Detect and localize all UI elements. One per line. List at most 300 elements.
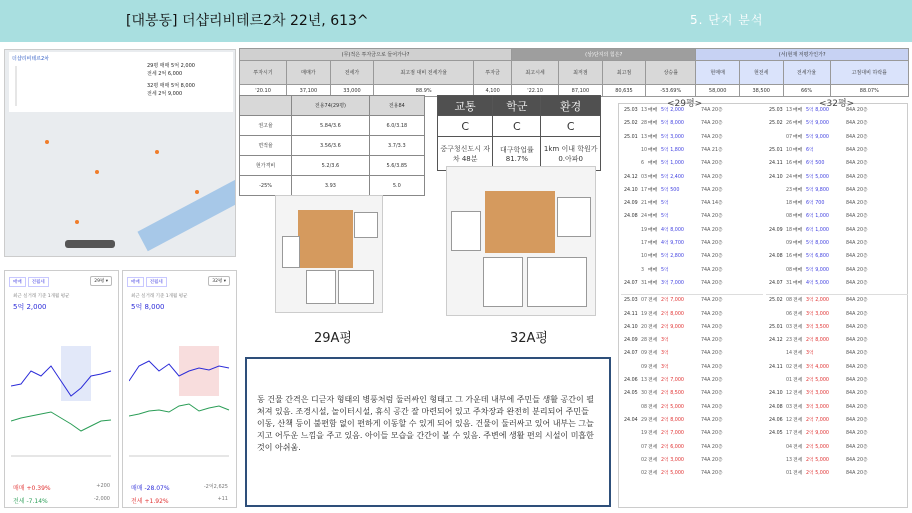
transaction-cell: 2억 5,000 bbox=[806, 471, 829, 477]
transaction-cell: 3억 bbox=[661, 364, 669, 370]
column-header: 전세가 bbox=[330, 61, 374, 85]
page-title: [대봉동] 더샵리비테르2차 22년, 613^ bbox=[126, 13, 369, 29]
transaction-row bbox=[766, 186, 908, 197]
transaction-cell: 74A 20층 bbox=[701, 174, 723, 180]
transaction-cell: 매매 bbox=[793, 108, 803, 113]
transaction-cell: 5억 9,000 bbox=[806, 134, 829, 140]
table-cell: 5.2/3.6 bbox=[292, 156, 369, 176]
transaction-cell: 전세 bbox=[793, 391, 803, 397]
transaction-cell: 02 bbox=[641, 471, 648, 477]
transaction-row bbox=[766, 416, 908, 427]
transaction-cell: 74A 20층 bbox=[701, 134, 723, 140]
transaction-cell: 19 bbox=[641, 227, 648, 233]
transaction-cell: 12 bbox=[786, 391, 793, 397]
transaction-row bbox=[621, 456, 763, 467]
transaction-cell: 02 bbox=[786, 364, 793, 370]
transaction-cell: 24.04 bbox=[624, 417, 638, 423]
transaction-cell: 3억 7,000 bbox=[661, 280, 684, 286]
transaction-cell: 09 bbox=[641, 364, 648, 370]
rent-change: 전세 +1.92% bbox=[131, 498, 169, 505]
transaction-cell: 84A 20층 bbox=[846, 351, 868, 357]
transaction-cell: 09 bbox=[786, 241, 793, 246]
rent-change: 전세 -7.14% bbox=[13, 498, 48, 505]
column-header: 현매매 bbox=[696, 61, 740, 85]
transaction-cell: 08 bbox=[786, 214, 793, 220]
transaction-cell: 전세 bbox=[648, 351, 658, 357]
grade-value: C bbox=[541, 116, 601, 137]
map-marker[interactable] bbox=[195, 190, 199, 194]
transaction-cell: 6억 bbox=[806, 147, 814, 153]
transaction-cell: 매매 bbox=[793, 241, 803, 246]
grade-value: C bbox=[493, 116, 541, 137]
transaction-cell: 03 bbox=[786, 404, 793, 410]
floor-room bbox=[451, 211, 481, 251]
transaction-cell: 18 bbox=[786, 201, 793, 207]
column-header: 고점대비 하락률 bbox=[830, 61, 908, 85]
table-cell: 3.7/3.3 bbox=[369, 136, 424, 156]
transaction-cell: 전세 bbox=[648, 391, 658, 397]
transaction-row bbox=[621, 199, 763, 210]
trade-change: 매매 -28.07% bbox=[131, 485, 170, 492]
transaction-cell: 84A 20층 bbox=[846, 324, 868, 330]
transaction-cell: 74A 14층 bbox=[701, 201, 723, 207]
chart-label: 최근 실거래 기준 1개월 평균 bbox=[131, 294, 188, 299]
transaction-cell: 84A 20층 bbox=[846, 108, 868, 113]
transaction-cell: 전세 bbox=[648, 364, 658, 370]
transaction-cell: 전세 bbox=[648, 404, 658, 410]
transaction-row bbox=[621, 106, 763, 117]
transaction-row bbox=[766, 133, 908, 144]
transaction-row bbox=[766, 349, 908, 360]
chart-label: 최근 실거래 기준 1개월 평균 bbox=[13, 294, 70, 299]
transaction-cell: 24.08 bbox=[769, 254, 783, 260]
transaction-cell: 전세 bbox=[648, 311, 658, 317]
transaction-cell: 5억 2,400 bbox=[661, 174, 684, 180]
transaction-cell: 08 bbox=[641, 404, 648, 410]
transaction-list bbox=[618, 99, 908, 508]
transaction-row bbox=[621, 279, 763, 290]
map-info-card bbox=[9, 52, 233, 112]
transaction-cell: 5억 bbox=[661, 201, 669, 207]
transaction-row bbox=[766, 173, 908, 184]
transaction-cell: 13 bbox=[641, 134, 648, 140]
transaction-cell: 74A 20층 bbox=[701, 391, 723, 397]
transaction-cell: 2억 6,000 bbox=[661, 444, 684, 450]
transaction-cell: 84A 20층 bbox=[846, 280, 868, 286]
transaction-cell: 3억 bbox=[806, 351, 814, 357]
transaction-cell: 07 bbox=[641, 444, 648, 450]
transaction-row bbox=[621, 403, 763, 414]
transaction-cell: 매매 bbox=[648, 241, 658, 246]
transaction-cell: 3억 3,000 bbox=[806, 404, 829, 410]
transaction-cell: 10 bbox=[786, 147, 793, 153]
grade-header: 교통 bbox=[438, 96, 493, 116]
tab-rent[interactable]: 전월세 bbox=[146, 277, 167, 287]
table-cell: 3.56/3.6 bbox=[292, 136, 369, 156]
transaction-cell: 6 bbox=[641, 161, 645, 167]
transaction-cell: 25.02 bbox=[769, 121, 783, 127]
transaction-cell: 전세 bbox=[648, 431, 658, 437]
map-marker[interactable] bbox=[95, 170, 99, 174]
transaction-cell: 5억 8,000 bbox=[661, 121, 684, 127]
floor-room bbox=[354, 212, 378, 238]
transaction-row bbox=[621, 389, 763, 400]
transaction-cell: 02 bbox=[641, 457, 648, 463]
transaction-cell: 매매 bbox=[648, 121, 658, 127]
transaction-cell: 24.07 bbox=[624, 351, 638, 357]
transaction-cell: 24.09 bbox=[624, 201, 638, 207]
transaction-cell: 06 bbox=[786, 311, 793, 317]
transaction-cell: 매매 bbox=[793, 227, 803, 233]
transaction-cell: 74A 20층 bbox=[701, 267, 723, 273]
transaction-cell: 2억 7,000 bbox=[661, 298, 684, 304]
transaction-row bbox=[621, 159, 763, 170]
column-header: 투자금 bbox=[474, 61, 512, 85]
transaction-cell: 74A 20층 bbox=[701, 324, 723, 330]
transaction-cell: 전세 bbox=[793, 471, 803, 477]
transaction-cell: 4억 8,000 bbox=[661, 227, 684, 233]
transaction-cell: 07 bbox=[641, 298, 648, 304]
transaction-row bbox=[766, 146, 908, 157]
transaction-cell: 25.02 bbox=[769, 298, 783, 304]
transaction-cell: 18 bbox=[786, 227, 793, 233]
transaction-cell: 25.03 bbox=[624, 298, 638, 304]
transaction-cell: 5억 2,800 bbox=[661, 254, 684, 260]
map-panel[interactable] bbox=[4, 49, 236, 257]
transaction-row bbox=[766, 310, 908, 321]
column-header: 최고점 대비 전세가율 bbox=[374, 61, 474, 85]
transaction-cell: 전세 bbox=[648, 298, 658, 304]
table-cell: 80,635 bbox=[602, 85, 646, 97]
transaction-cell: 23 bbox=[786, 187, 793, 193]
transaction-cell: 2억 8,000 bbox=[661, 417, 684, 423]
transaction-row bbox=[766, 363, 908, 374]
transaction-row bbox=[766, 469, 908, 480]
table-cell: 면적율 bbox=[240, 136, 292, 156]
transaction-cell: 04 bbox=[786, 444, 793, 450]
transaction-cell: 19 bbox=[641, 431, 648, 437]
transaction-cell: 전세 bbox=[793, 324, 803, 330]
transaction-cell: 07 bbox=[786, 134, 793, 140]
transaction-cell: 24.05 bbox=[624, 391, 638, 397]
transaction-cell: 매매 bbox=[648, 134, 658, 140]
map-marker[interactable] bbox=[155, 150, 159, 154]
tab-trade[interactable]: 매매 bbox=[127, 277, 144, 287]
transaction-cell: 74A 20층 bbox=[701, 214, 723, 220]
transaction-cell: 매매 bbox=[648, 227, 658, 233]
transaction-cell: 20 bbox=[641, 324, 648, 330]
table-cell: '20.10 bbox=[240, 85, 287, 97]
transaction-row bbox=[766, 323, 908, 334]
floor-room bbox=[483, 257, 523, 307]
section-divider bbox=[766, 294, 908, 295]
transaction-cell: 24.10 bbox=[624, 324, 638, 330]
floor-room bbox=[338, 270, 374, 304]
transaction-cell: 4억 9,700 bbox=[661, 241, 684, 246]
transaction-cell: 매매 bbox=[793, 254, 803, 260]
section-header: (상)단지의 힘은? bbox=[512, 49, 696, 61]
transaction-cell: 08 bbox=[786, 267, 793, 273]
rent-change-amount: -2,000 bbox=[93, 496, 110, 502]
transaction-cell: 매매 bbox=[793, 161, 803, 167]
transaction-cell: 매매 bbox=[648, 161, 658, 167]
table-cell: -25% bbox=[240, 176, 292, 196]
table-cell: 33,000 bbox=[330, 85, 374, 97]
description-text: 동 건물 간격은 디귿자 형태의 병풍처럼 둘러싸인 형태고 그 가운데 내부에 주민들 생활 공간이 펼쳐져 있음. 조경시설, 놀이터시설, 휴식 공간 잘 마련되어 있고 주차장과 완전히 분리되어 주민들 이동, 산책 등이 불편함 없이 편하게 이동할 수 있게 되어 있음. 건물이 둘러싸고 있어 내부는 그늘 지고 어두운 느낌을 주고 있음. 아이들 모습을 간간이 볼 수 있음. 주변에 생활 편의 시설이 미흡한 것이 아쉬움. bbox=[257, 395, 594, 452]
transaction-cell: 매매 bbox=[648, 280, 658, 286]
transaction-cell: 매매 bbox=[648, 201, 658, 207]
transaction-cell: 13 bbox=[641, 108, 648, 113]
transaction-row bbox=[621, 349, 763, 360]
transaction-cell: 24.08 bbox=[769, 404, 783, 410]
transaction-cell: 5억 9,800 bbox=[806, 187, 829, 193]
transaction-cell: 84A 20층 bbox=[846, 121, 868, 127]
transaction-cell: 84A 20층 bbox=[846, 267, 868, 273]
transaction-cell: 84A 20층 bbox=[846, 311, 868, 317]
transaction-cell: 09 bbox=[641, 351, 648, 357]
compare-table bbox=[239, 95, 425, 196]
transaction-cell: 24.11 bbox=[769, 364, 783, 370]
column-header: 현전세 bbox=[739, 61, 783, 85]
transaction-cell: 전세 bbox=[648, 338, 658, 344]
transaction-cell: 24.08 bbox=[624, 214, 638, 220]
transaction-cell: 5억 1,800 bbox=[661, 147, 684, 153]
transaction-cell: 2억 3,000 bbox=[661, 457, 684, 463]
chart-price: 5억 8,000 bbox=[131, 303, 165, 311]
transaction-cell: 31 bbox=[641, 280, 648, 286]
transaction-cell: 30 bbox=[641, 391, 648, 397]
transaction-cell: 전세 bbox=[793, 417, 803, 423]
transaction-cell: 매매 bbox=[793, 267, 803, 273]
transaction-row bbox=[621, 429, 763, 440]
transaction-cell: 01 bbox=[786, 471, 793, 477]
transaction-row bbox=[766, 456, 908, 467]
column-header: 매매가 bbox=[287, 61, 331, 85]
transaction-cell: 전세 bbox=[793, 298, 803, 304]
transaction-cell: 5억 bbox=[661, 267, 669, 273]
transaction-row bbox=[621, 212, 763, 223]
transaction-row bbox=[621, 310, 763, 321]
transaction-cell: 5억 5,000 bbox=[806, 174, 829, 180]
transaction-cell: 매매 bbox=[648, 147, 658, 153]
transaction-cell: 2억 9,000 bbox=[661, 324, 684, 330]
transaction-cell: 74A 20층 bbox=[701, 338, 723, 344]
transaction-cell: 74A 20층 bbox=[701, 404, 723, 410]
transaction-cell: 84A 20층 bbox=[846, 364, 868, 370]
grade-detail: 대구학업률 81.7% bbox=[493, 137, 541, 171]
transaction-cell: 매매 bbox=[648, 108, 658, 113]
line-chart bbox=[129, 326, 231, 466]
section-header: (서)현재 저평가인가? bbox=[696, 49, 909, 61]
tab-trade[interactable]: 매매 bbox=[9, 277, 26, 287]
table-cell: 현가격비 bbox=[240, 156, 292, 176]
transaction-row bbox=[766, 159, 908, 170]
transaction-cell: 10 bbox=[641, 254, 648, 260]
transaction-cell: 3억 4,000 bbox=[806, 364, 829, 370]
table-cell: 4,100 bbox=[474, 85, 512, 97]
transaction-cell: 5억 8,000 bbox=[806, 241, 829, 246]
size-select[interactable]: 32평 ▾ bbox=[208, 276, 230, 286]
transaction-cell: 84A 20층 bbox=[846, 378, 868, 383]
transaction-cell: 6억 1,000 bbox=[806, 214, 829, 220]
complex-description bbox=[245, 357, 611, 507]
transaction-cell: 74A 20층 bbox=[701, 187, 723, 193]
transaction-cell: 매매 bbox=[648, 214, 658, 220]
transaction-cell: 74A 20층 bbox=[701, 444, 723, 450]
transaction-cell: 84A 20층 bbox=[846, 161, 868, 167]
transaction-cell: 84A 20층 bbox=[846, 457, 868, 463]
tab-rent[interactable]: 전월세 bbox=[28, 277, 49, 287]
column-header: 상승률 bbox=[646, 61, 696, 85]
transaction-row bbox=[766, 443, 908, 454]
table-cell: 58,000 bbox=[696, 85, 740, 97]
transaction-cell: 16 bbox=[786, 254, 793, 260]
transaction-cell: 6억 500 bbox=[806, 161, 825, 167]
column-header: 최고시세 bbox=[512, 61, 559, 85]
transaction-row bbox=[766, 336, 908, 347]
map-river bbox=[137, 171, 236, 251]
transaction-row bbox=[766, 389, 908, 400]
transaction-cell: 25.01 bbox=[769, 324, 783, 330]
transaction-row bbox=[621, 173, 763, 184]
transaction-row bbox=[621, 186, 763, 197]
transaction-cell: 전세 bbox=[648, 324, 658, 330]
transaction-row bbox=[621, 146, 763, 157]
transaction-cell: 84A 20층 bbox=[846, 174, 868, 180]
column-header: 투자시기 bbox=[240, 61, 287, 85]
transaction-cell: 6억 700 bbox=[806, 201, 825, 207]
transaction-cell: 2억 8,000 bbox=[661, 311, 684, 317]
transaction-row bbox=[621, 416, 763, 427]
line-chart bbox=[11, 326, 113, 466]
transaction-cell: 2억 5,000 bbox=[661, 404, 684, 410]
transaction-cell: 2억 5,000 bbox=[806, 444, 829, 450]
transaction-row bbox=[766, 212, 908, 223]
transaction-cell: 74A 20층 bbox=[701, 254, 723, 260]
transaction-cell: 84A 20층 bbox=[846, 241, 868, 246]
transaction-cell: 84A 20층 bbox=[846, 201, 868, 207]
transaction-cell: 5억 3,000 bbox=[661, 134, 684, 140]
trade-change-amount: +200 bbox=[96, 483, 110, 489]
transaction-cell: 13 bbox=[786, 108, 793, 113]
transaction-cell: 2억 7,000 bbox=[806, 417, 829, 423]
transaction-cell: 74A 20층 bbox=[701, 161, 723, 167]
transaction-cell: 전세 bbox=[793, 457, 803, 463]
transaction-cell: 74A 20층 bbox=[701, 241, 723, 246]
grade-detail: 1km 이내 학원가0.아파0 bbox=[541, 137, 601, 171]
size-select[interactable]: 29평 ▾ bbox=[90, 276, 112, 286]
column-header: 최저점 bbox=[559, 61, 603, 85]
transaction-cell: 5억 2,000 bbox=[661, 108, 684, 113]
transaction-cell: 2억 5,000 bbox=[806, 457, 829, 463]
transaction-cell: 매매 bbox=[648, 174, 658, 180]
transaction-cell: 3억 2,000 bbox=[806, 298, 829, 304]
map-marker[interactable] bbox=[75, 220, 79, 224]
transaction-title: <29평> bbox=[667, 99, 703, 109]
transaction-cell: 5억 9,000 bbox=[806, 121, 829, 127]
transaction-cell: 74A 20층 bbox=[701, 298, 723, 304]
transaction-cell: 4억 5,000 bbox=[806, 280, 829, 286]
investment-table bbox=[239, 48, 909, 97]
transaction-cell: 74A 20층 bbox=[701, 471, 723, 477]
transaction-cell: 전세 bbox=[648, 471, 658, 477]
transaction-cell: 74A 21층 bbox=[701, 147, 723, 153]
map-location-label[interactable] bbox=[65, 240, 115, 248]
transaction-cell: 2억 7,000 bbox=[661, 431, 684, 437]
transaction-cell: 3억 bbox=[661, 351, 669, 357]
transaction-cell: 16 bbox=[786, 161, 793, 167]
trade-change: 매매 +0.39% bbox=[13, 485, 51, 492]
transaction-cell: 매매 bbox=[648, 267, 658, 273]
transaction-cell: 31 bbox=[786, 280, 793, 286]
transaction-cell: 5억 1,000 bbox=[661, 161, 684, 167]
chart-price: 5억 2,000 bbox=[13, 303, 47, 311]
table-cell: 88.9% bbox=[374, 85, 474, 97]
transaction-cell: 74A 20층 bbox=[701, 311, 723, 317]
map-card-price: 전세 2억 6,000 bbox=[147, 71, 183, 77]
transaction-cell: 5억 500 bbox=[661, 187, 680, 193]
table-cell: -53.69% bbox=[646, 85, 696, 97]
grade-table bbox=[437, 95, 601, 171]
transaction-cell: 3억 3,000 bbox=[806, 311, 829, 317]
section-header: (무)적은 투자금으로 들어가나? bbox=[240, 49, 512, 61]
transaction-cell: 전세 bbox=[648, 457, 658, 463]
trade-change-amount: -2억2,625 bbox=[203, 484, 228, 490]
transaction-row bbox=[621, 323, 763, 334]
header-bar bbox=[0, 0, 912, 42]
transaction-cell: 전세 bbox=[648, 444, 658, 450]
transaction-cell: 28 bbox=[641, 338, 648, 344]
transaction-cell: 74A 20층 bbox=[701, 417, 723, 423]
transaction-cell: 24 bbox=[641, 214, 648, 220]
transaction-row bbox=[621, 239, 763, 250]
transaction-cell: 74A 20층 bbox=[701, 378, 723, 383]
transaction-row bbox=[766, 252, 908, 263]
table-cell: '22.10 bbox=[512, 85, 559, 97]
map-card-price: 전세 2억 9,000 bbox=[147, 91, 183, 97]
transaction-row bbox=[766, 266, 908, 277]
transaction-cell: 13 bbox=[786, 457, 793, 463]
transaction-row bbox=[621, 226, 763, 237]
transaction-cell: 25.01 bbox=[769, 147, 783, 153]
transaction-cell: 3억 3,000 bbox=[806, 391, 829, 397]
transaction-cell: 74A 20층 bbox=[701, 351, 723, 357]
transaction-cell: 84A 20층 bbox=[846, 404, 868, 410]
transaction-cell: 24.07 bbox=[769, 280, 783, 286]
transaction-cell: 17 bbox=[786, 431, 793, 437]
grade-value: C bbox=[438, 116, 493, 137]
transaction-cell: 5억 9,000 bbox=[806, 267, 829, 273]
transaction-cell: 74A 20층 bbox=[701, 280, 723, 286]
transaction-cell: 84A 20층 bbox=[846, 187, 868, 193]
transaction-row bbox=[621, 266, 763, 277]
transaction-cell: 2억 8,000 bbox=[806, 338, 829, 344]
transaction-cell: 74A 20층 bbox=[701, 364, 723, 370]
transaction-cell: 매매 bbox=[793, 214, 803, 220]
column-header bbox=[240, 96, 292, 116]
transaction-cell: 84A 20층 bbox=[846, 471, 868, 477]
transaction-row bbox=[766, 119, 908, 130]
transaction-row bbox=[766, 296, 908, 307]
transaction-row bbox=[621, 469, 763, 480]
transaction-cell: 74A 20층 bbox=[701, 457, 723, 463]
transaction-cell: 74A 20층 bbox=[701, 108, 723, 113]
map-marker[interactable] bbox=[45, 140, 49, 144]
transaction-cell: 24.11 bbox=[769, 161, 783, 167]
transaction-cell: 24.11 bbox=[624, 311, 638, 317]
transaction-cell: 매매 bbox=[793, 174, 803, 180]
transaction-cell: 전세 bbox=[793, 311, 803, 317]
